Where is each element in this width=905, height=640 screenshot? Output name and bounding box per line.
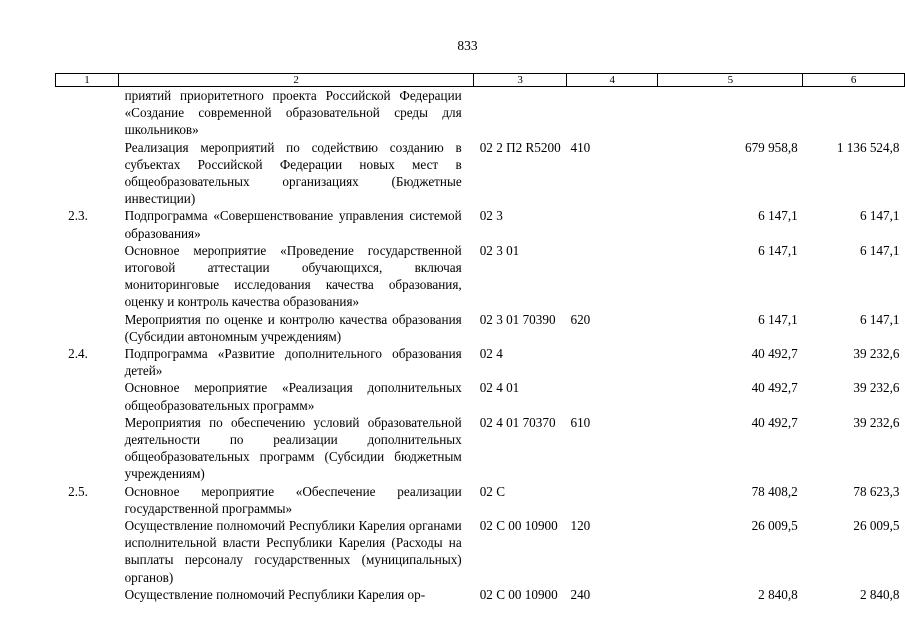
row-sum-2: 6 147,1 (859, 208, 900, 224)
row-expense-type: 620 (570, 311, 591, 327)
row-sum-1: 40 492,7 (751, 380, 798, 396)
table-row (56, 414, 905, 483)
row-name: Подпрограмма «Совершенствование управления системой образования» (124, 208, 462, 241)
row-name: Реализация мероприятий по содействию созданию в субъектах Российской Федерации новых мест в общеобразовательных организациях (Бюджетные инвестиции) (124, 139, 462, 207)
row-code: 02 4 01 (479, 380, 520, 396)
row-expense-type: 120 (570, 518, 591, 534)
column-header-name: 2 (119, 74, 474, 87)
column-header-expense-type: 4 (566, 74, 657, 87)
row-name: Основное мероприятие «Обеспечение реализации государственной программы» (124, 483, 462, 516)
row-name: Основное мероприятие «Проведение государственной итоговой аттестации обучающихся, включая мониторинговые исследования качества образования, оценку и контроль качества образования» (124, 242, 462, 310)
row-code: 02 С 00 10900 (479, 586, 558, 602)
table-row (56, 311, 905, 345)
table-row (56, 483, 905, 517)
row-sum-1: 26 009,5 (751, 518, 798, 534)
row-number (56, 379, 119, 413)
row-sum-2: 1 136 524,8 (836, 139, 900, 155)
row-number (56, 139, 119, 208)
row-name: Основное мероприятие «Реализация дополнительных общеобразовательных программ» (124, 380, 462, 413)
column-header-code: 3 (474, 74, 567, 87)
row-sum-2: 78 623,3 (853, 483, 900, 499)
row-sum-2: 39 232,6 (853, 380, 900, 396)
table-row (56, 517, 905, 586)
row-sum-1: 78 408,2 (751, 483, 798, 499)
table-row (56, 242, 905, 311)
column-header-sum-1: 5 (658, 74, 803, 87)
row-name: приятий приоритетного проекта Российской Федерации «Создание современной образовательной среды для школьников» (124, 88, 462, 138)
column-header-number: 1 (56, 74, 119, 87)
row-expense-type (566, 242, 657, 311)
row-expense-type (566, 345, 657, 379)
row-sum-1 (658, 87, 803, 139)
row-number (56, 414, 119, 483)
row-sum-2: 6 147,1 (859, 242, 900, 258)
table-row (56, 586, 905, 603)
row-code: 02 3 (479, 208, 503, 224)
row-expense-type: 240 (570, 586, 591, 602)
row-expense-type (566, 379, 657, 413)
row-code: 02 С (479, 483, 505, 499)
table-row (56, 87, 905, 139)
row-sum-1: 6 147,1 (758, 242, 798, 258)
row-expense-type (566, 207, 657, 241)
row-sum-1: 679 958,8 (744, 139, 798, 155)
row-name: Мероприятия по обеспечению условий образовательной деятельности по реализации дополнительных общеобразовательных программ (Субсидии бюджетным учреждениям) (124, 414, 462, 482)
row-number (56, 586, 119, 603)
row-number (56, 311, 119, 345)
row-sum-1: 40 492,7 (751, 414, 798, 430)
row-expense-type (566, 483, 657, 517)
row-number: 2.3. (68, 208, 88, 224)
row-name: Осуществление полномочий Республики Карелия ор- (124, 586, 426, 602)
row-code: 02 С 00 10900 (479, 518, 558, 534)
row-code: 02 4 (479, 346, 503, 362)
column-header-sum-2: 6 (803, 74, 905, 87)
table-row (56, 379, 905, 413)
row-number (56, 87, 119, 139)
page-number: 833 (457, 38, 478, 53)
table-header-row (56, 74, 905, 87)
row-code: 02 3 01 70390 (479, 311, 556, 327)
row-name: Осуществление полномочий Республики Карелия органами исполнительной власти Республики Карелия (Расходы на выплаты персоналу государственных (муниципальных) органов) (124, 518, 462, 585)
row-expense-type: 410 (570, 139, 591, 155)
row-expense-type (566, 87, 657, 139)
row-code (474, 87, 567, 139)
row-number (56, 242, 119, 311)
row-sum-1: 6 147,1 (758, 311, 798, 327)
row-sum-2 (803, 87, 905, 139)
row-number: 2.5. (68, 483, 88, 499)
row-code: 02 4 01 70370 (479, 414, 556, 430)
row-sum-1: 6 147,1 (758, 208, 798, 224)
row-code: 02 3 01 (479, 242, 520, 258)
row-code: 02 2 П2 R5200 (479, 139, 561, 155)
table-row (56, 207, 905, 241)
row-name: Мероприятия по оценке и контролю качества образования (Субсидии автономным учреждениям) (124, 311, 462, 344)
row-sum-2: 26 009,5 (853, 518, 900, 534)
row-sum-1: 2 840,8 (758, 586, 798, 602)
row-name: Подпрограмма «Развитие дополнительного образования детей» (124, 346, 462, 379)
budget-table (55, 73, 905, 603)
table-row (56, 139, 905, 208)
row-sum-2: 2 840,8 (859, 586, 900, 602)
row-expense-type: 610 (570, 414, 591, 430)
row-sum-2: 6 147,1 (859, 311, 900, 327)
row-number: 2.4. (68, 346, 88, 362)
table-row (56, 345, 905, 379)
row-sum-2: 39 232,6 (853, 414, 900, 430)
row-sum-1: 40 492,7 (751, 346, 798, 362)
row-number (56, 517, 119, 586)
row-sum-2: 39 232,6 (853, 346, 900, 362)
